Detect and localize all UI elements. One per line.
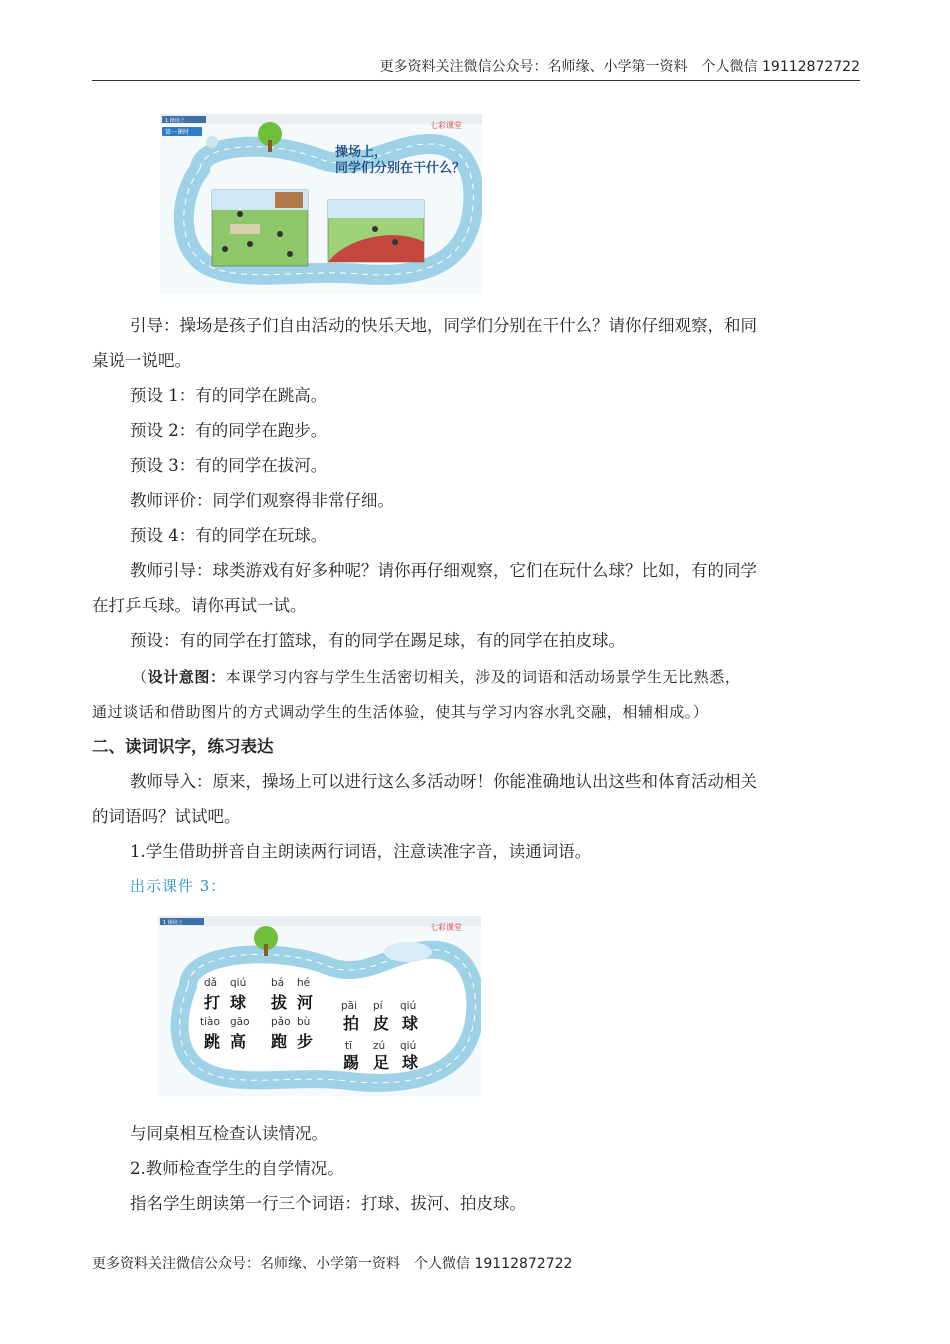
slide-2-brand: 七彩课堂: [430, 923, 462, 932]
word-4-hanzi-2: 高: [230, 1032, 247, 1051]
word-3-pinyin-3: qiú: [400, 1000, 417, 1012]
paragraph-preset-3: 预设 3：有的同学在拔河。: [130, 456, 328, 475]
word-6-pinyin-1: tī: [345, 1040, 353, 1052]
paragraph-peer-check: 与同桌相互检查认读情况。: [130, 1124, 328, 1143]
slide-1-subtab: 第一课时: [165, 129, 190, 136]
paragraph-guide: [92, 308, 862, 343]
slide-1-question-line-2: 同学们分别在干什么？: [335, 161, 466, 176]
word-6-pinyin-2: zú: [373, 1040, 386, 1052]
design-intent-label: 设计意图：: [147, 668, 226, 686]
word-3-pinyin-2: pí: [373, 1000, 383, 1012]
design-intent-line-1: [132, 660, 907, 695]
word-3-hanzi-3: 球: [402, 1014, 419, 1033]
word-5-hanzi-1: 跑: [271, 1032, 288, 1051]
slide-image-playground: [160, 114, 482, 294]
word-4-hanzi-1: 跳: [204, 1032, 221, 1051]
footer-text: 更多资料关注微信公众号：名师缘、小学第一资料 个人微信 19112872722: [92, 1256, 573, 1272]
word-3-hanzi-2: 皮: [373, 1014, 390, 1033]
word-2-hanzi-2: 河: [297, 993, 314, 1012]
word-6-hanzi-2: 足: [373, 1053, 390, 1072]
paragraph-intro-line-1: 教师导入：原来，操场上可以进行这么多活动呀！你能准确地认出这些和体育活动相关: [130, 772, 757, 791]
slide-2-illustration: [158, 916, 481, 1096]
page-footer: [92, 1253, 572, 1273]
paragraph-step-1: 1.学生借助拼音自主朗读两行词语，注意读准字音，读通词语。: [130, 842, 592, 861]
courseware-label: 出示课件 3：: [130, 877, 227, 895]
slide-2-tab: 1 操场上: [163, 920, 183, 926]
paragraph-preset-4: 预设 4：有的同学在玩球。: [130, 526, 328, 545]
slide-1-illustration: [160, 114, 482, 294]
page-header: [92, 58, 860, 81]
word-2-hanzi-1: 拔: [271, 993, 288, 1012]
paragraph-preset-1: 预设 1：有的同学在跳高。: [130, 386, 328, 405]
design-intent-line-2: 通过谈话和借助图片的方式调动学生的生活体验，使其与学习内容水乳交融，相辅相成。）: [92, 703, 709, 721]
word-3-pinyin-1: pāi: [341, 1000, 358, 1012]
word-2-pinyin-2: hé: [297, 977, 311, 989]
word-4-pinyin-2: gāo: [230, 1016, 250, 1028]
header-text: 更多资料关注微信公众号：名师缘、小学第一资料 个人微信 19112872722: [379, 59, 860, 75]
slide-1-brand: 七彩课堂: [430, 121, 462, 130]
word-5-pinyin-1: pǎo: [271, 1016, 291, 1028]
paragraph-teacher-evaluation: 教师评价：同学们观察得非常仔细。: [130, 491, 394, 510]
section-heading-2: 二、读词识字，练习表达: [92, 737, 274, 756]
design-intent-text-1: 本课学习内容与学生生活密切相关，涉及的词语和活动场景学生无比熟悉，: [225, 668, 741, 686]
design-intent-open: （: [132, 668, 148, 686]
word-2-pinyin-1: bá: [271, 977, 285, 989]
slide-1-question-line-1: 操场上，: [335, 145, 388, 160]
paragraph-preset-2: 预设 2：有的同学在跑步。: [130, 421, 328, 440]
paragraph-intro-line-2: 的词语吗？试试吧。: [92, 807, 241, 826]
slide-1-tab: 1 操场上: [165, 118, 185, 124]
paragraph-step-2: 2.教师检查学生的自学情况。: [130, 1159, 344, 1178]
slide-image-words: [158, 916, 481, 1096]
word-1-hanzi-1: 打: [204, 993, 221, 1012]
word-6-hanzi-3: 球: [402, 1053, 419, 1072]
word-1-pinyin-2: qiú: [230, 977, 247, 989]
paragraph-teacher-guide-line-2: 在打乒乓球。请你再试一试。: [92, 596, 307, 615]
word-1-pinyin-1: dǎ: [204, 977, 218, 989]
word-6-pinyin-3: qiú: [400, 1040, 417, 1052]
word-6-hanzi-1: 踢: [343, 1053, 360, 1072]
word-3-hanzi-1: 拍: [343, 1014, 360, 1033]
paragraph-teacher-guide-line-1: 教师引导：球类游戏有好多种呢？请你再仔细观察，它们在玩什么球？比如，有的同学: [130, 561, 757, 580]
paragraph-guide-line-2: 桌说一说吧。: [92, 351, 191, 370]
word-1-hanzi-2: 球: [230, 993, 247, 1012]
word-5-hanzi-2: 步: [297, 1032, 314, 1051]
paragraph-read-first-row: 指名学生朗读第一行三个词语：打球、拔河、拍皮球。: [130, 1194, 526, 1213]
paragraph-preset-balls: 预设：有的同学在打篮球，有的同学在踢足球，有的同学在拍皮球。: [130, 631, 625, 650]
paragraph-guide-line-1: 引导：操场是孩子们自由活动的快乐天地，同学们分别在干什么？请你仔细观察，和同: [130, 316, 757, 335]
word-4-pinyin-1: tiào: [200, 1016, 220, 1028]
word-5-pinyin-2: bù: [297, 1016, 311, 1028]
